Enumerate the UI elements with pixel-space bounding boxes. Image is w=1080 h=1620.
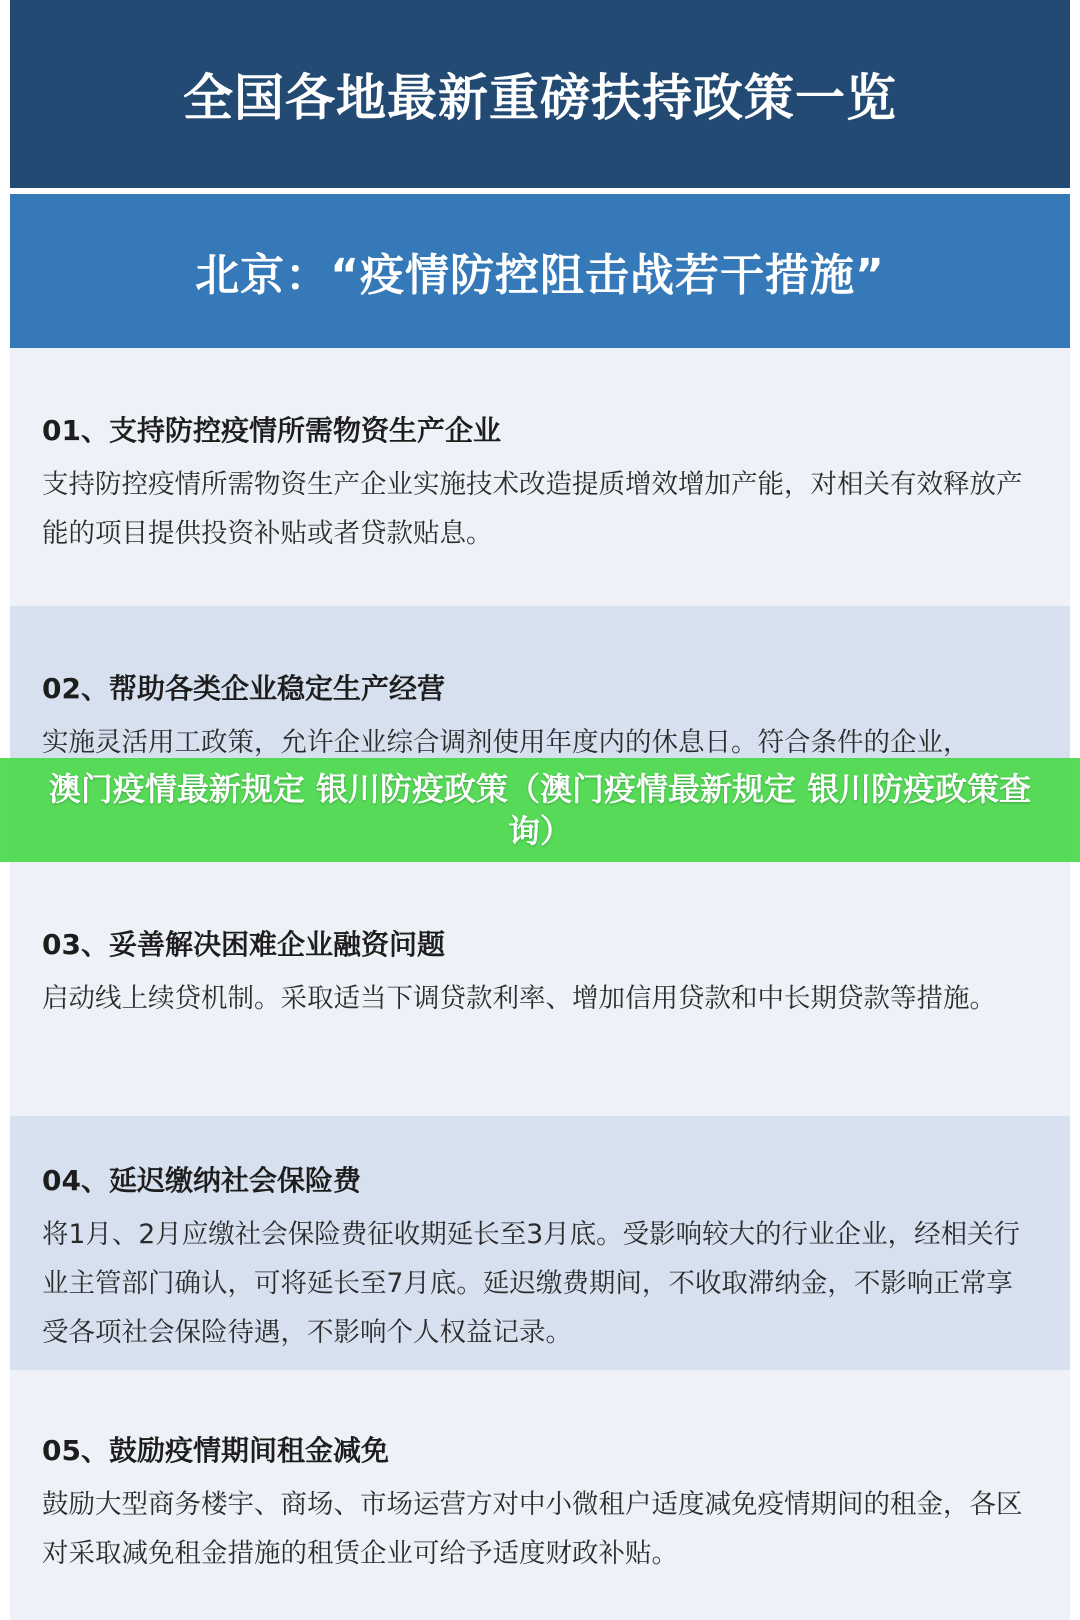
section-body: 启动线上续贷机制。采取适当下调贷款利率、增加信用贷款和中长期贷款等措施。 xyxy=(42,983,996,1014)
overlay-title-banner xyxy=(0,758,1080,862)
section-title: 02、帮助各类企业稳定生产经营 xyxy=(42,672,445,705)
section-title: 03、妥善解决困难企业融资问题 xyxy=(42,928,445,961)
section-title: 05、鼓励疫情期间租金减免 xyxy=(42,1434,389,1467)
main-header xyxy=(10,0,1070,188)
policy-section-01 xyxy=(10,348,1070,606)
section-title: 04、延迟缴纳社会保险费 xyxy=(42,1164,361,1197)
policy-section-05 xyxy=(10,1370,1070,1620)
banner-title: 澳门疫情最新规定 银川防疫政策（澳门疫情最新规定 银川防疫政策查询） xyxy=(48,770,1032,850)
sub-header xyxy=(10,194,1070,348)
section-body: 鼓励大型商务楼宇、商场、市场运营方对中小微租户适度减免疫情期间的租金，各区对采取减免租金措施的租赁企业可给予适度财政补贴。 xyxy=(42,1489,1023,1569)
section-body: 支持防控疫情所需物资生产企业实施技术改造提质增效增加产能，对相关有效释放产能的项目提供投资补贴或者贷款贴息。 xyxy=(42,469,1023,549)
sub-title: 北京：“疫情防控阻击战若干措施” xyxy=(195,250,885,301)
policy-section-04 xyxy=(10,1116,1070,1370)
section-body: 将1月、2月应缴社会保险费征收期延长至3月底。受影响较大的行业企业，经相关行业主管部门确认，可将延长至7月底。延迟缴费期间，不收取滞纳金，不影响正常享受各项社会保险待遇，不影响个人权益记录。 xyxy=(42,1219,1021,1348)
section-title: 01、支持防控疫情所需物资生产企业 xyxy=(42,414,501,447)
main-title: 全国各地最新重磅扶持政策一览 xyxy=(183,69,897,127)
section-body: 实施灵活用工政策，允许企业综合调剂使用年度内的休息日。符合条件的企业， xyxy=(42,727,970,758)
policy-section-03 xyxy=(10,858,1070,1116)
